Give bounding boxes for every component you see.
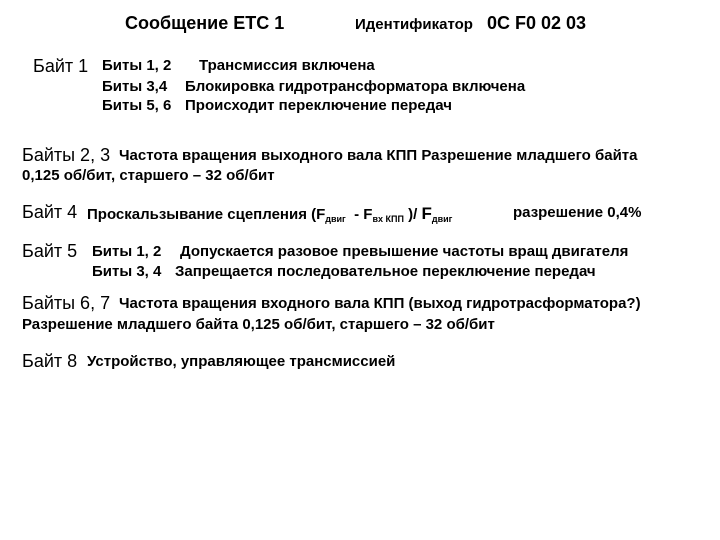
byte1-label: Байт 1	[33, 56, 89, 76]
byte4-formula-start: Проскальзывание сцепления (F	[87, 206, 326, 223]
byte1-bits-2: Биты 3,4	[102, 78, 168, 95]
byte23-text-2: 0,125 об/бит, старшего – 32 об/бит	[22, 167, 275, 184]
byte1-text-1: Трансмиссия включена	[199, 57, 375, 74]
identifier-value: 0C F0 02 03	[487, 13, 587, 33]
byte1-text-2: Блокировка гидротрансформатора включена	[185, 78, 526, 95]
byte4-sub-input-shaft: вх КПП	[372, 214, 404, 224]
byte4-label: Байт 4	[22, 202, 78, 222]
byte67-label: Байты 6, 7	[22, 293, 111, 313]
byte5-bits-2: Биты 3, 4	[92, 263, 162, 280]
byte67-text-1: Частота вращения входного вала КПП (выход гидротрасформатора?)	[119, 295, 641, 312]
byte1-text-3: Происходит переключение передач	[185, 97, 452, 114]
byte8-label: Байт 8	[22, 351, 78, 371]
byte1-bits-3: Биты 5, 6	[102, 97, 172, 114]
byte8-text: Устройство, управляющее трансмиссией	[87, 353, 396, 370]
byte4-minus: - F	[345, 206, 373, 223]
byte5-bits-1: Биты 1, 2	[92, 243, 162, 260]
byte1-bits-1: Биты 1, 2	[102, 57, 172, 74]
byte4-close: )/	[403, 206, 422, 223]
byte4-formula	[87, 205, 452, 224]
byte5-text-1: Допускается разовое превышение частоты вращ двигателя	[180, 243, 629, 260]
byte5-text-2: Запрещается последовательное переключение передач	[175, 263, 596, 280]
byte23-text-1: Частота вращения выходного вала КПП Разрешение младшего байта	[119, 147, 638, 164]
byte4-f-big: F	[421, 204, 432, 223]
byte5-label: Байт 5	[22, 241, 78, 261]
byte4-sub-engine: двиг	[325, 214, 346, 224]
byte23-label: Байты 2, 3	[22, 145, 111, 165]
byte67-text-2: Разрешение младшего байта 0,125 об/бит, старшего – 32 об/бит	[22, 316, 495, 333]
byte4-sub-engine-2: двиг	[431, 214, 453, 224]
byte4-resolution: разрешение 0,4%	[513, 204, 642, 221]
message-title: Сообщение ETC 1	[125, 13, 285, 33]
identifier-label: Идентификатор	[355, 16, 473, 33]
